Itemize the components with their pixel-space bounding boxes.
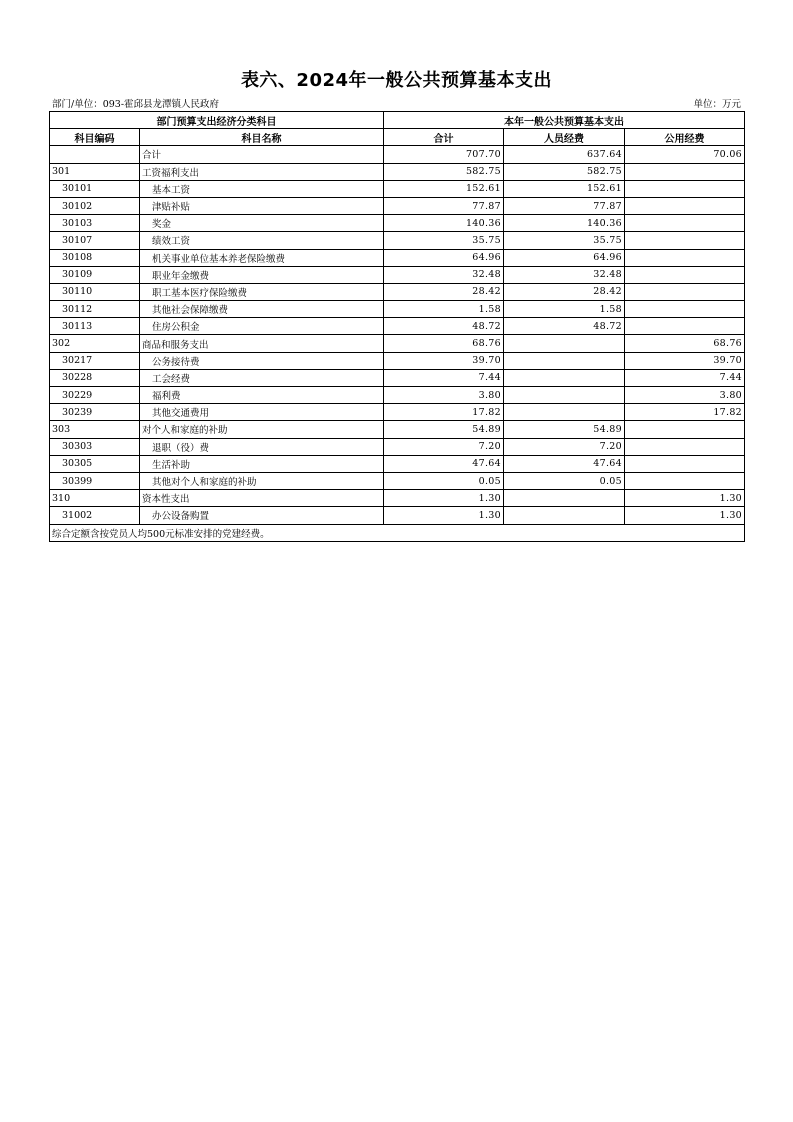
table-row <box>50 163 745 180</box>
cell-code: 30112 <box>50 301 140 318</box>
cell-personnel: 77.87 <box>504 197 625 214</box>
cell-name: 绩效工资 <box>140 232 384 249</box>
department-label: 部门/单位：093-霍邱县龙潭镇人民政府 <box>52 99 220 110</box>
cell-public <box>625 197 745 214</box>
cell-name: 合计 <box>140 146 384 163</box>
cell-personnel: 637.64 <box>504 146 625 163</box>
table-row <box>50 455 745 472</box>
table-row <box>50 369 745 386</box>
cell-name: 机关事业单位基本养老保险缴费 <box>140 249 384 266</box>
cell-total: 32.48 <box>384 266 504 283</box>
cell-code: 310 <box>50 490 140 507</box>
cell-total: 707.70 <box>384 146 504 163</box>
cell-code: 30107 <box>50 232 140 249</box>
cell-code <box>50 146 140 163</box>
table-row <box>50 438 745 455</box>
table-body <box>50 146 745 524</box>
cell-public <box>625 163 745 180</box>
cell-public <box>625 232 745 249</box>
cell-name: 生活补助 <box>140 455 384 472</box>
cell-code: 30101 <box>50 180 140 197</box>
cell-public <box>625 318 745 335</box>
cell-personnel <box>504 352 625 369</box>
cell-public <box>625 283 745 300</box>
cell-public: 39.70 <box>625 352 745 369</box>
table-row <box>50 335 745 352</box>
table-row <box>50 197 745 214</box>
column-header-name: 科目名称 <box>140 129 384 146</box>
cell-name: 其他对个人和家庭的补助 <box>140 472 384 489</box>
cell-personnel: 35.75 <box>504 232 625 249</box>
column-header-public: 公用经费 <box>625 129 745 146</box>
cell-total: 7.44 <box>384 369 504 386</box>
cell-personnel: 7.20 <box>504 438 625 455</box>
cell-code: 30113 <box>50 318 140 335</box>
cell-public <box>625 180 745 197</box>
cell-code: 303 <box>50 421 140 438</box>
cell-personnel: 1.58 <box>504 301 625 318</box>
table-row <box>50 266 745 283</box>
cell-personnel: 64.96 <box>504 249 625 266</box>
cell-total: 47.64 <box>384 455 504 472</box>
table-row <box>50 404 745 421</box>
cell-code: 30305 <box>50 455 140 472</box>
cell-code: 30108 <box>50 249 140 266</box>
cell-public: 1.30 <box>625 507 745 524</box>
cell-total: 35.75 <box>384 232 504 249</box>
cell-personnel: 47.64 <box>504 455 625 472</box>
cell-code: 30110 <box>50 283 140 300</box>
cell-code: 31002 <box>50 507 140 524</box>
cell-code: 30229 <box>50 387 140 404</box>
cell-code: 30103 <box>50 215 140 232</box>
cell-total: 3.80 <box>384 387 504 404</box>
cell-public <box>625 472 745 489</box>
cell-total: 77.87 <box>384 197 504 214</box>
cell-public <box>625 301 745 318</box>
table-row <box>50 283 745 300</box>
cell-total: 1.30 <box>384 507 504 524</box>
cell-name: 资本性支出 <box>140 490 384 507</box>
cell-public <box>625 215 745 232</box>
cell-personnel <box>504 507 625 524</box>
table-note: 综合定额含按党员人均500元标准安排的党建经费。 <box>50 524 745 541</box>
table-row <box>50 387 745 404</box>
cell-name: 福利费 <box>140 387 384 404</box>
cell-personnel: 54.89 <box>504 421 625 438</box>
note-row <box>50 524 745 541</box>
group-header-classification: 部门预算支出经济分类科目 <box>50 112 384 129</box>
cell-personnel: 140.36 <box>504 215 625 232</box>
table-row <box>50 507 745 524</box>
cell-name: 其他交通费用 <box>140 404 384 421</box>
cell-name: 其他社会保障缴费 <box>140 301 384 318</box>
cell-name: 商品和服务支出 <box>140 335 384 352</box>
cell-personnel: 32.48 <box>504 266 625 283</box>
cell-total: 0.05 <box>384 472 504 489</box>
cell-total: 1.58 <box>384 301 504 318</box>
cell-name: 退职（役）费 <box>140 438 384 455</box>
cell-code: 30217 <box>50 352 140 369</box>
cell-total: 140.36 <box>384 215 504 232</box>
cell-name: 住房公积金 <box>140 318 384 335</box>
cell-personnel: 48.72 <box>504 318 625 335</box>
cell-personnel: 0.05 <box>504 472 625 489</box>
cell-public: 1.30 <box>625 490 745 507</box>
table-row <box>50 352 745 369</box>
cell-name: 公务接待费 <box>140 352 384 369</box>
cell-personnel: 582.75 <box>504 163 625 180</box>
cell-total: 39.70 <box>384 352 504 369</box>
table-row <box>50 301 745 318</box>
cell-name: 津贴补贴 <box>140 197 384 214</box>
cell-name: 奖金 <box>140 215 384 232</box>
cell-name: 职业年金缴费 <box>140 266 384 283</box>
cell-public <box>625 455 745 472</box>
cell-personnel <box>504 404 625 421</box>
table-row <box>50 146 745 163</box>
table-row <box>50 232 745 249</box>
cell-code: 30303 <box>50 438 140 455</box>
cell-code: 30102 <box>50 197 140 214</box>
table-row <box>50 421 745 438</box>
cell-public: 7.44 <box>625 369 745 386</box>
cell-code: 30239 <box>50 404 140 421</box>
table-row <box>50 490 745 507</box>
cell-total: 68.76 <box>384 335 504 352</box>
cell-personnel <box>504 335 625 352</box>
column-header-personnel: 人员经费 <box>504 129 625 146</box>
cell-code: 301 <box>50 163 140 180</box>
cell-public: 68.76 <box>625 335 745 352</box>
cell-public: 3.80 <box>625 387 745 404</box>
table-group-header-row <box>50 112 745 129</box>
cell-code: 30399 <box>50 472 140 489</box>
table-row <box>50 215 745 232</box>
cell-total: 17.82 <box>384 404 504 421</box>
cell-total: 48.72 <box>384 318 504 335</box>
table-column-header-row <box>50 129 745 146</box>
cell-total: 7.20 <box>384 438 504 455</box>
cell-public <box>625 421 745 438</box>
cell-name: 基本工资 <box>140 180 384 197</box>
group-header-basic-expenditure: 本年一般公共预算基本支出 <box>384 112 745 129</box>
table-row <box>50 318 745 335</box>
cell-name: 工会经费 <box>140 369 384 386</box>
cell-name: 工资福利支出 <box>140 163 384 180</box>
cell-code: 30109 <box>50 266 140 283</box>
cell-public <box>625 438 745 455</box>
cell-code: 30228 <box>50 369 140 386</box>
budget-table <box>49 111 745 542</box>
table-row <box>50 472 745 489</box>
cell-personnel: 28.42 <box>504 283 625 300</box>
cell-public: 70.06 <box>625 146 745 163</box>
cell-personnel <box>504 490 625 507</box>
table-row <box>50 249 745 266</box>
cell-public <box>625 266 745 283</box>
cell-personnel <box>504 387 625 404</box>
cell-total: 1.30 <box>384 490 504 507</box>
cell-total: 64.96 <box>384 249 504 266</box>
cell-total: 152.61 <box>384 180 504 197</box>
page-title: 表六、2024年一般公共预算基本支出 <box>240 70 553 91</box>
cell-name: 对个人和家庭的补助 <box>140 421 384 438</box>
column-header-total: 合计 <box>384 129 504 146</box>
cell-name: 办公设备购置 <box>140 507 384 524</box>
cell-total: 582.75 <box>384 163 504 180</box>
cell-public <box>625 249 745 266</box>
cell-name: 职工基本医疗保险缴费 <box>140 283 384 300</box>
cell-personnel: 152.61 <box>504 180 625 197</box>
cell-total: 28.42 <box>384 283 504 300</box>
cell-public: 17.82 <box>625 404 745 421</box>
cell-personnel <box>504 369 625 386</box>
cell-total: 54.89 <box>384 421 504 438</box>
table-row <box>50 180 745 197</box>
cell-code: 302 <box>50 335 140 352</box>
unit-label: 单位：万元 <box>693 99 741 110</box>
column-header-code: 科目编码 <box>50 129 140 146</box>
